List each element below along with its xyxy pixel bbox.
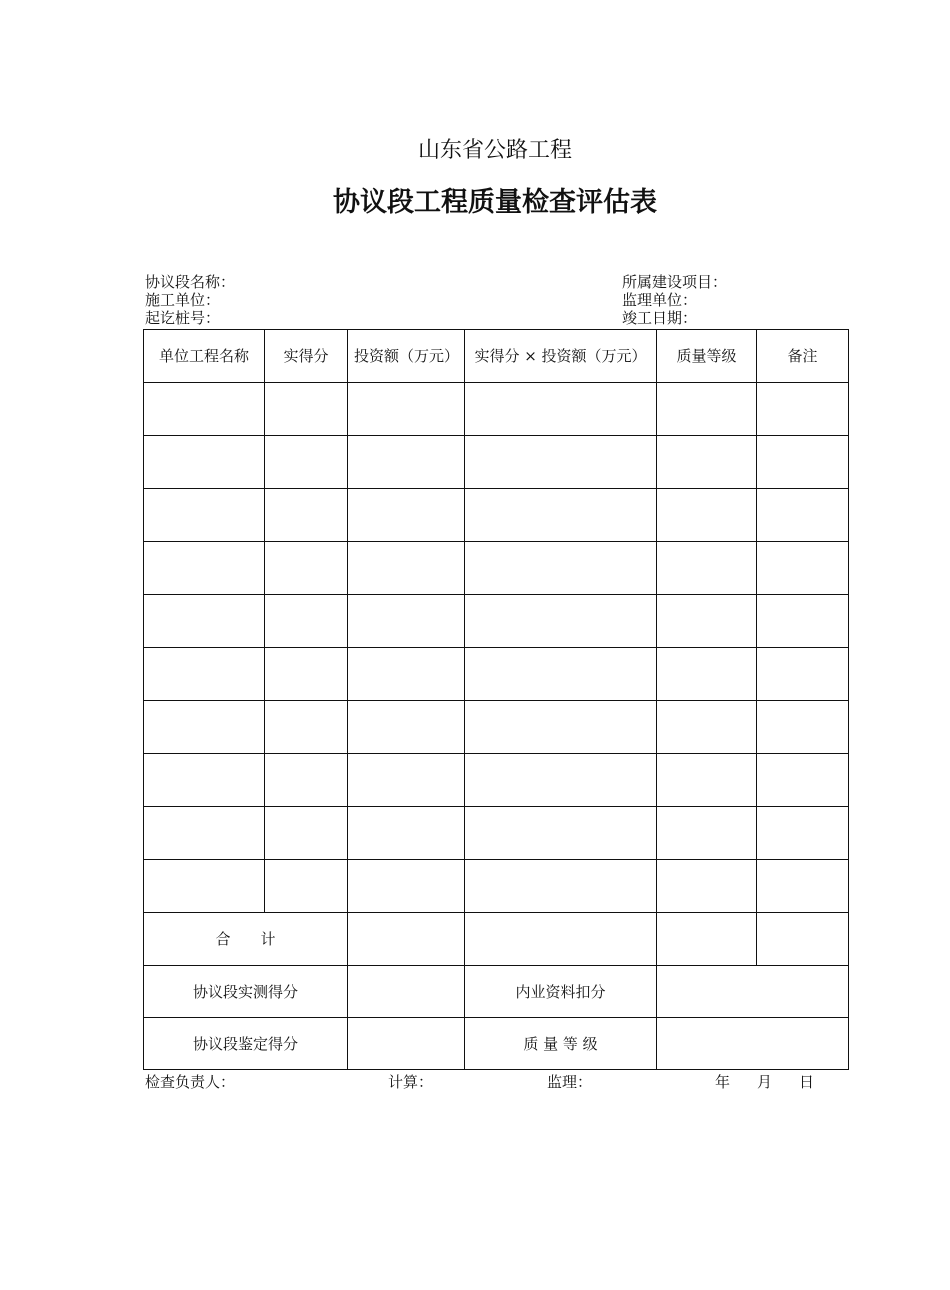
table-cell[interactable]: [265, 648, 348, 701]
table-cell[interactable]: [657, 436, 757, 489]
table-cell[interactable]: [348, 489, 465, 542]
table-cell[interactable]: [757, 701, 849, 754]
table-cell[interactable]: [757, 860, 849, 913]
table-cell[interactable]: [465, 648, 657, 701]
table-cell[interactable]: [757, 754, 849, 807]
table-cell[interactable]: [144, 754, 265, 807]
table-cell[interactable]: [657, 754, 757, 807]
table-cell[interactable]: [144, 542, 265, 595]
total-investment-cell[interactable]: [348, 913, 465, 966]
table-cell[interactable]: [144, 648, 265, 701]
meta-left-block: [145, 273, 235, 327]
table-cell[interactable]: [144, 489, 265, 542]
table-cell[interactable]: [348, 807, 465, 860]
total-product-cell[interactable]: [465, 913, 657, 966]
total-row: [144, 913, 849, 966]
col-score-times-investment: 实得分 × 投资额（万元）: [465, 330, 657, 383]
table-cell[interactable]: [265, 754, 348, 807]
table-cell[interactable]: [757, 807, 849, 860]
table-cell[interactable]: [757, 383, 849, 436]
total-grade-cell[interactable]: [657, 913, 757, 966]
completion-date-label: 竣工日期：: [622, 309, 698, 327]
deduction-label: 内业资料扣分: [465, 966, 657, 1018]
col-quality-grade: 质量等级: [657, 330, 757, 383]
section-name-label: 协议段名称：: [145, 273, 236, 291]
deduction-cell[interactable]: [657, 966, 849, 1018]
table-cell[interactable]: [348, 595, 465, 648]
construction-unit-label: 施工单位：: [145, 291, 221, 309]
quality-grade-label: 质 量 等 级: [465, 1018, 657, 1070]
appraisal-score-label: 协议段鉴定得分: [144, 1018, 348, 1070]
supervision-unit-label: 监理单位：: [622, 291, 698, 309]
day-label: 日: [799, 1073, 815, 1091]
table-cell[interactable]: [465, 754, 657, 807]
table-cell[interactable]: [465, 807, 657, 860]
table-cell[interactable]: [348, 860, 465, 913]
measured-score-row: [144, 966, 849, 1018]
year-label: 年: [715, 1073, 731, 1091]
table-row: [144, 436, 849, 489]
col-investment: 投资额（万元）: [348, 330, 465, 383]
table-row: [144, 754, 849, 807]
total-label: 合 计: [144, 913, 348, 966]
table-cell[interactable]: [144, 383, 265, 436]
col-remarks: 备注: [757, 330, 849, 383]
table-cell[interactable]: [757, 489, 849, 542]
document-title: 协议段工程质量检查评估表: [333, 187, 657, 218]
appraisal-row: [144, 1018, 849, 1070]
table-cell[interactable]: [265, 383, 348, 436]
table-row: [144, 542, 849, 595]
appraisal-score-cell[interactable]: [348, 1018, 465, 1070]
table-cell[interactable]: [265, 436, 348, 489]
table-cell[interactable]: [657, 383, 757, 436]
table-row: [144, 383, 849, 436]
table-cell[interactable]: [265, 701, 348, 754]
table-row: [144, 701, 849, 754]
table-cell[interactable]: [144, 860, 265, 913]
table-cell[interactable]: [265, 595, 348, 648]
table-cell[interactable]: [657, 542, 757, 595]
table-cell[interactable]: [265, 807, 348, 860]
table-cell[interactable]: [657, 807, 757, 860]
table-cell[interactable]: [465, 383, 657, 436]
measured-score-cell[interactable]: [348, 966, 465, 1018]
table-row: [144, 807, 849, 860]
table-cell[interactable]: [348, 701, 465, 754]
table-row: [144, 489, 849, 542]
table-cell[interactable]: [348, 754, 465, 807]
calculation-label: 计算：: [388, 1073, 434, 1091]
col-unit-project-name: 单位工程名称: [144, 330, 265, 383]
table-row: [144, 595, 849, 648]
table-cell[interactable]: [465, 701, 657, 754]
table-cell[interactable]: [465, 860, 657, 913]
table-row: [144, 648, 849, 701]
month-label: 月: [757, 1073, 773, 1091]
table-header-row: [144, 330, 849, 383]
table-cell[interactable]: [757, 542, 849, 595]
measured-score-label: 协议段实测得分: [144, 966, 348, 1018]
table-cell[interactable]: [348, 383, 465, 436]
table-cell[interactable]: [465, 436, 657, 489]
table-cell[interactable]: [348, 648, 465, 701]
table-cell[interactable]: [657, 595, 757, 648]
table-cell[interactable]: [657, 648, 757, 701]
table-cell[interactable]: [144, 595, 265, 648]
table-cell[interactable]: [657, 860, 757, 913]
inspector-label: 检查负责人：: [145, 1073, 236, 1091]
quality-grade-cell[interactable]: [657, 1018, 849, 1070]
table-cell[interactable]: [144, 701, 265, 754]
table-cell[interactable]: [757, 648, 849, 701]
supervision-label: 监理：: [547, 1073, 593, 1091]
total-remarks-cell[interactable]: [757, 913, 849, 966]
table-cell[interactable]: [657, 701, 757, 754]
table-cell[interactable]: [265, 860, 348, 913]
table-cell[interactable]: [144, 436, 265, 489]
table-cell[interactable]: [657, 489, 757, 542]
table-cell[interactable]: [757, 595, 849, 648]
table-cell[interactable]: [265, 489, 348, 542]
blank-rows: [144, 383, 849, 913]
col-score: 实得分: [265, 330, 348, 383]
table-cell[interactable]: [144, 807, 265, 860]
evaluation-table: [143, 329, 849, 1070]
table-cell[interactable]: [465, 542, 657, 595]
table-cell[interactable]: [465, 595, 657, 648]
table-cell[interactable]: [348, 436, 465, 489]
stake-range-label: 起讫桩号：: [145, 309, 221, 327]
document-subtitle: 山东省公路工程: [417, 138, 572, 163]
table-cell[interactable]: [265, 542, 348, 595]
meta-right-block: [622, 273, 727, 327]
table-cell[interactable]: [757, 436, 849, 489]
table-cell[interactable]: [465, 489, 657, 542]
table-cell[interactable]: [348, 542, 465, 595]
table-row: [144, 860, 849, 913]
project-label: 所属建设项目：: [622, 273, 728, 291]
